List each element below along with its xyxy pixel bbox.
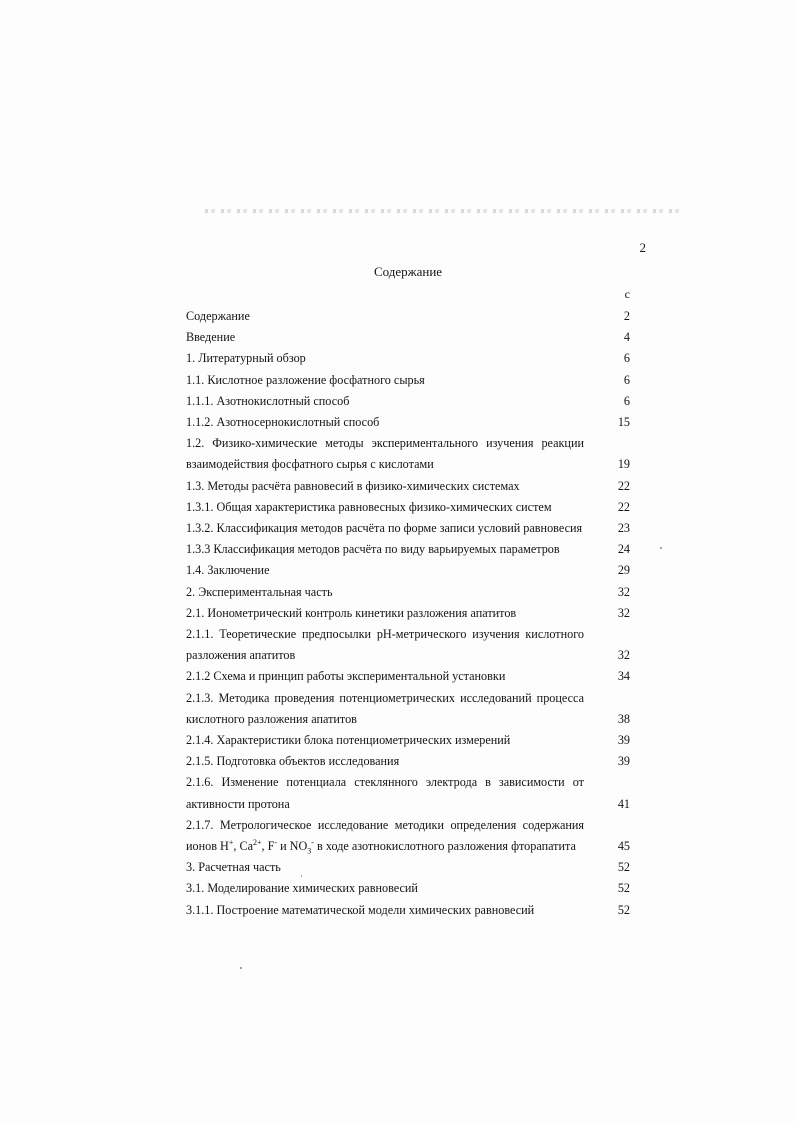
toc-entry bbox=[186, 751, 630, 772]
toc-entry-page: 32 bbox=[617, 648, 630, 663]
toc-entry-page: 39 bbox=[617, 754, 630, 769]
toc-entry bbox=[186, 539, 630, 560]
toc-entry-page: 6 bbox=[623, 393, 630, 408]
toc-entry bbox=[186, 412, 630, 433]
toc-entry-label bbox=[186, 815, 598, 857]
toc-entry-page: 6 bbox=[623, 351, 630, 366]
toc-entry-label: 2.1. Ионометрический контроль кинетики разложения апатитов bbox=[186, 605, 517, 620]
toc-entry-page: 4 bbox=[623, 330, 630, 345]
toc-entry-label: 2. Экспериментальная часть bbox=[186, 584, 333, 599]
toc-entry-ions bbox=[186, 815, 630, 857]
toc-entry-label: 2.1.1. Теоретические предпосылки рН-метрического изучения кислотного разложения апатитов bbox=[186, 627, 584, 663]
toc-entry bbox=[186, 433, 630, 475]
toc-entry-label: 2.1.3. Методика проведения потенциометрических исследований процесса кислотного разложения апатитов bbox=[186, 690, 584, 726]
toc-entry-page: 22 bbox=[617, 478, 630, 493]
table-of-contents bbox=[186, 306, 630, 921]
toc-entry-label-suffix: в ходе азотнокислотного разложения фторапатита bbox=[317, 839, 576, 854]
ions-formula: ионов H+, $Ca^{2+}$, F- и $NO_3^-$ bbox=[186, 838, 314, 856]
toc-entry-page: 29 bbox=[617, 563, 630, 578]
toc-entry-label: Содержание bbox=[186, 309, 250, 323]
toc-entry bbox=[186, 327, 630, 348]
toc-entry bbox=[186, 497, 630, 518]
toc-entry bbox=[186, 306, 630, 327]
toc-entry-label-line1: 2.1.7. Метрологическое исследование методики определения содержания bbox=[186, 817, 584, 832]
toc-entry-page: 45 bbox=[617, 839, 630, 854]
toc-entry bbox=[186, 730, 630, 751]
scan-speck bbox=[240, 967, 242, 969]
toc-entry bbox=[186, 603, 630, 624]
toc-entry-label: 2.1.5. Подготовка объектов исследования bbox=[186, 754, 400, 769]
toc-entry-page: 38 bbox=[617, 711, 630, 726]
toc-entry-page: 32 bbox=[617, 605, 630, 620]
toc-entry-page: 24 bbox=[617, 542, 630, 557]
toc-entry-label: 1.4. Заключение bbox=[186, 563, 270, 578]
toc-entry-label: 1.3. Методы расчёта равновесий в физико-химических системах bbox=[186, 478, 520, 493]
toc-entry-label: 1.3.3 Классификация методов расчёта по виду варьируемых параметров bbox=[186, 542, 560, 557]
page-column-header: с bbox=[624, 287, 630, 301]
toc-entry bbox=[186, 688, 630, 730]
toc-entry bbox=[186, 582, 630, 603]
scan-artifact-line bbox=[205, 209, 685, 213]
toc-entry-label: 2.1.6. Изменение потенциала стеклянного электрода в зависимости от активности протона bbox=[186, 775, 584, 811]
toc-entry bbox=[186, 624, 630, 666]
toc-entry-label: 2.1.4. Характеристики блока потенциометрических измерений bbox=[186, 733, 511, 748]
toc-entry-label: 1. Литературный обзор bbox=[186, 351, 306, 366]
toc-entry-page: 32 bbox=[617, 584, 630, 599]
page-number: 2 bbox=[639, 240, 646, 255]
toc-entry bbox=[186, 878, 630, 899]
toc-entry-label: 3.1.1. Построение математической модели химических равновесий bbox=[186, 902, 535, 917]
toc-entry-page: 22 bbox=[617, 499, 630, 514]
toc-entry bbox=[186, 518, 630, 539]
toc-entry-page: 52 bbox=[617, 902, 630, 917]
toc-entry-label: 1.1.2. Азотносернокислотный способ bbox=[186, 415, 380, 430]
toc-entry-label: Введение bbox=[186, 330, 236, 345]
toc-entry-page: 34 bbox=[617, 669, 630, 684]
toc-entry-label: 3.1. Моделирование химических равновесий bbox=[186, 881, 418, 896]
toc-entry-label: 2.1.2 Схема и принцип работы экспериментальной установки bbox=[186, 669, 506, 684]
toc-entry-label: 1.1.1. Азотнокислотный способ bbox=[186, 393, 350, 408]
toc-entry-page: 52 bbox=[617, 860, 630, 875]
toc-entry bbox=[186, 900, 630, 921]
toc-entry-page: 23 bbox=[617, 521, 630, 536]
toc-entry-page: 39 bbox=[617, 733, 630, 748]
toc-entry-label: 3. Расчетная часть bbox=[186, 860, 281, 875]
toc-entry bbox=[186, 476, 630, 497]
toc-entry-page: 19 bbox=[617, 457, 630, 472]
toc-entry bbox=[186, 772, 630, 814]
page-title: Содержание bbox=[373, 264, 443, 279]
toc-entry-page: 15 bbox=[617, 415, 630, 430]
toc-entry bbox=[186, 391, 630, 412]
scan-speck bbox=[660, 547, 662, 549]
toc-entry-page: 6 bbox=[623, 372, 630, 387]
toc-entry bbox=[186, 666, 630, 687]
toc-entry bbox=[186, 348, 630, 369]
toc-entry-page: 2 bbox=[623, 309, 630, 323]
toc-entry bbox=[186, 857, 630, 878]
toc-entry-page: 52 bbox=[617, 881, 630, 896]
toc-entry-label: 1.3.2. Классификация методов расчёта по форме записи условий равновесия bbox=[186, 521, 583, 536]
toc-entry-page: 41 bbox=[617, 796, 630, 811]
toc-entry bbox=[186, 370, 630, 391]
toc-entry-label: 1.3.1. Общая характеристика равновесных физико-химических систем bbox=[186, 499, 552, 514]
toc-entry-label: 1.1. Кислотное разложение фосфатного сырья bbox=[186, 372, 425, 387]
toc-entry-label: 1.2. Физико-химические методы экспериментального изучения реакции взаимодействия фосфатного сырья с кислотами bbox=[186, 436, 584, 472]
toc-entry bbox=[186, 560, 630, 581]
